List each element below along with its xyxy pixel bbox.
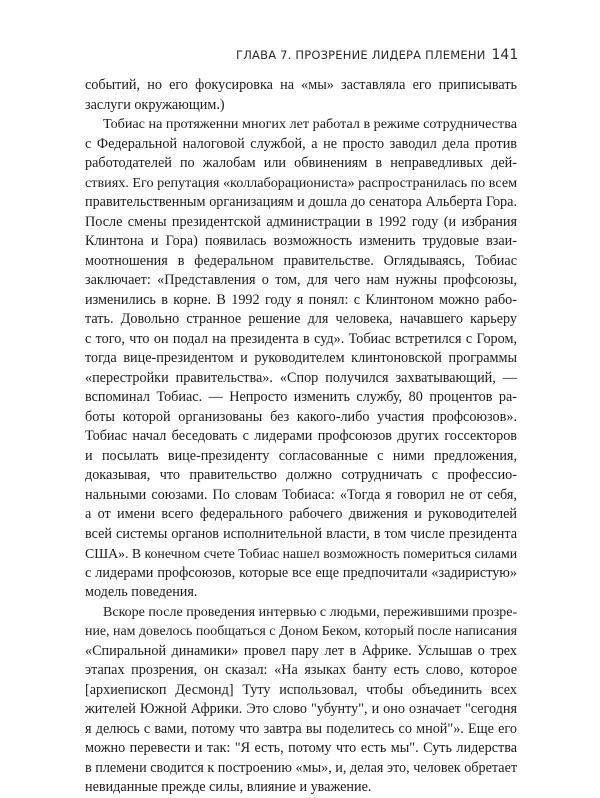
text-line: нальными союзами. По словам Тобиаса: «Тогда я говорил не от себя, — [85, 486, 517, 503]
chapter-title: ГЛАВА 7. ПРОЗРЕНИЕ ЛИДЕРА ПЛЕМЕНИ — [236, 48, 486, 62]
text-line: я делюсь с вами, потому что завтра вы поделитесь со мной"». Еще его — [85, 720, 517, 737]
text-line: После смены президентской администрации в 1992 году (и избрания — [85, 213, 517, 230]
text-line: правительственным организациям и дошла до сенатора Альберта Гора. — [85, 194, 517, 210]
text-line: вспоминал Тобиас. — Непросто изменить службу, 80 процентов ра- — [85, 389, 517, 405]
text-line: в племени сводится к построению «мы», и, делая это, человек обретает — [85, 759, 518, 776]
page-number: 141 — [491, 47, 519, 63]
text-line: всей системы органов исполнительной власти, в том числе президента — [85, 525, 517, 542]
paragraph-2 — [85, 115, 517, 603]
text-line: работодателей по жалобам или обвинениям в неправедливых дей- — [85, 155, 517, 171]
text-line: с лидерами профсоюзов, которые все еще предпочитали «задиристую» — [85, 564, 517, 581]
text-line: можно перевести и так: "Я есть, потому что есть мы". Суть лидерства — [85, 740, 517, 756]
text-line: событий, но его фокусировка на «мы» заставляла его приписывать — [85, 77, 517, 93]
text-line: а от имени всего федерального рабочего движения и руководителей — [85, 506, 517, 522]
text-line: ние, нам довелось пообщаться с Доном Беком, который после написания — [85, 624, 517, 639]
text-line: изменились в корне. В 1992 году я понял: с Клинтоном можно рабо- — [85, 291, 517, 308]
text-line: с того, что он подал на президента в суд». Тобиас встретился с Гором, — [85, 330, 517, 347]
text-line: [архиепископ Десмонд] Туту использовал, чтобы объединить всех — [85, 681, 517, 698]
text-line: и посылать вице-президенту согласованные с ними предложения, — [85, 447, 517, 464]
paragraph-3 — [85, 603, 517, 798]
text-line: с Федеральной налоговой службой, а не просто заводил дела против — [85, 135, 517, 152]
text-line: доказывая, что правительство должно сотрудничать с профессио- — [85, 467, 517, 483]
text-line: жителей Южной Африки. Это слово "убунту", и оно означает "сегодня — [85, 701, 517, 717]
text-line: боты которой организованы без какого-либо участия профсоюзов». — [85, 408, 517, 425]
paragraph-1 — [85, 76, 517, 115]
text-line: Вскоре после проведения интервью с людьми, пережившими прозре- — [103, 604, 518, 620]
text-line: Тобиас начал беседовать с лидерами профсоюзов других госсекторов — [85, 428, 517, 444]
text-line: Тобиас на протяженни многих лет работал в режиме сотрудничества — [103, 116, 517, 132]
text-line: моотношения в федеральном правительстве. Оглядываясь, Тобиас — [85, 252, 517, 269]
text-line: тогда вице-президентом и руководителем клинтоновской программы — [85, 350, 517, 366]
text-line: этапах прозрения, он сказал: «На языках банту есть слово, которое — [85, 662, 517, 678]
text-line: заключает: «Представления о том, для чего нам нужны профсоюзы, — [85, 272, 517, 288]
text-line: тать. Довольно странное решение для человека, начавшего карьеру — [85, 311, 517, 327]
text-line: ствиях. Его репутация «коллаборациониста» распространилась по всем — [85, 174, 518, 191]
text-line: «перестройки правительства». «Спор получился захватывающий, — — [85, 369, 517, 386]
text-line: модель поведения. — [85, 584, 198, 600]
text-line: Клинтона и Гора) появилась возможность изменить трудовые взаи- — [85, 233, 517, 249]
running-head — [236, 44, 519, 68]
text-line: «Спиральной динамики» провел пару лет в Африке. Услышав о трех — [85, 642, 517, 659]
text-line: невиданные прежде силы, влияние и уважение. — [85, 779, 372, 795]
body-text — [85, 76, 517, 798]
text-line: США». В конечном счете Тобиас нашел возможность помериться силами — [85, 546, 518, 561]
text-line: заслуги окружающим.) — [85, 96, 225, 113]
